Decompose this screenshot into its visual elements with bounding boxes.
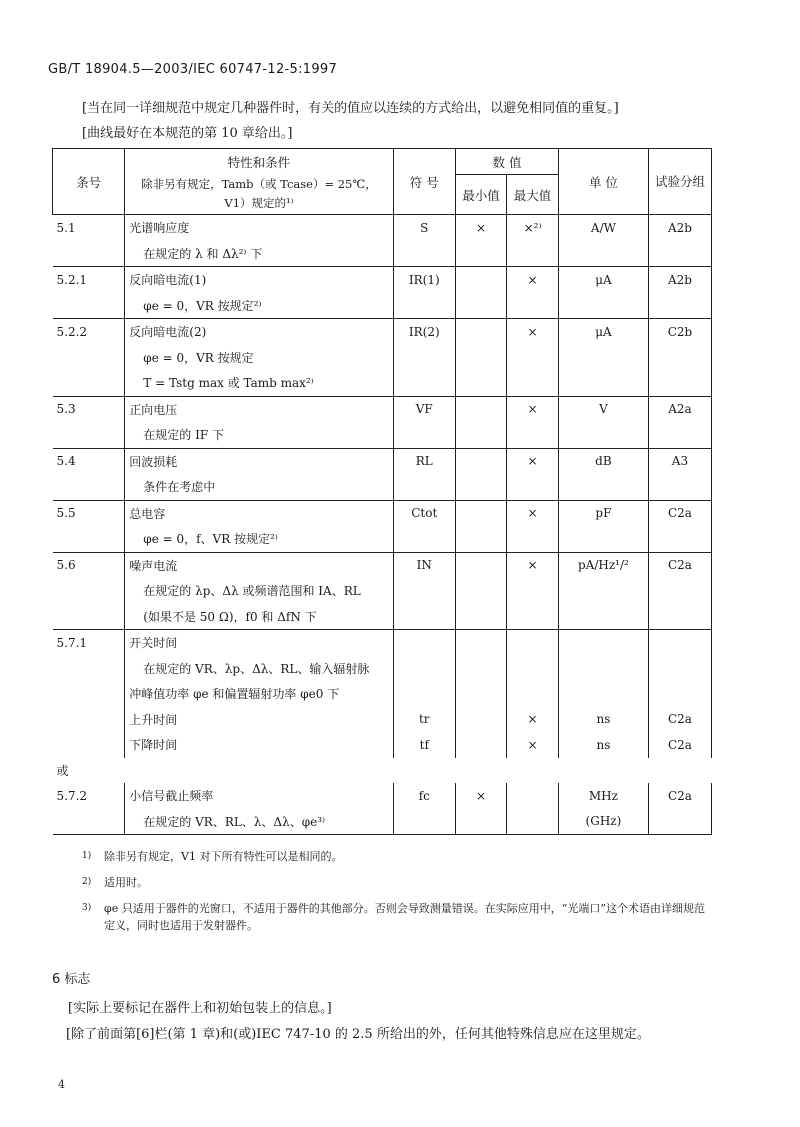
table-row	[53, 448, 712, 474]
cell-max: ×	[507, 267, 559, 293]
cell-max	[507, 241, 559, 267]
document-code: GB/T 18904.5—2003/IEC 60747-12-5:1997	[48, 62, 338, 77]
table-row	[53, 319, 712, 345]
header-char-line2: 除非另有规定，Tamb（或 Tcase）= 25℃，	[125, 175, 393, 193]
cell-min	[455, 732, 506, 758]
cell-characteristic: 冲峰值功率 φe 和偏置辐射功率 φe0 下	[125, 681, 393, 707]
cell-clause	[53, 707, 125, 733]
cell-min	[455, 500, 506, 526]
table-row	[53, 552, 712, 578]
table-body	[53, 215, 712, 835]
cell-clause: 5.2.2	[53, 319, 125, 345]
cell-clause: 5.6	[53, 552, 125, 578]
cell-unit	[558, 758, 648, 784]
footnote-mark: 2)	[82, 877, 92, 887]
cell-max: ×	[507, 319, 559, 345]
paragraph-2: [除了前面第[6]栏(第 1 章)和(或)IEC 747-10 的 2.5 所给出的外，任何其他特殊信息应在这里规定。	[66, 1027, 650, 1042]
cell-symbol	[393, 241, 455, 267]
cell-max	[507, 578, 559, 604]
cell-unit	[558, 293, 648, 319]
note-line-2: [曲线最好在本规范的第 10 章给出。]	[82, 126, 293, 141]
footnote-text: φe 只适用于器件的光窗口，不适用于器件的其他部分。否则会导致测量错误。在实际应用中，“光端口”这个术语由详细规范定义，同时也适用于发射器件。	[104, 902, 705, 932]
cell-max	[507, 758, 559, 784]
cell-unit	[558, 630, 648, 656]
table-row	[53, 758, 712, 784]
cell-unit	[558, 241, 648, 267]
cell-max: ×	[507, 707, 559, 733]
cell-symbol	[393, 370, 455, 396]
cell-min	[455, 656, 506, 682]
cell-characteristic: 在规定的 IF 下	[125, 422, 393, 448]
header-min: 最小值	[455, 175, 506, 215]
cell-min	[455, 552, 506, 578]
cell-min	[455, 345, 506, 371]
cell-characteristic: 在规定的 VR、λp、Δλ、RL、输入辐射脉	[125, 656, 393, 682]
cell-symbol: tf	[393, 732, 455, 758]
cell-max	[507, 474, 559, 500]
cell-unit	[558, 526, 648, 552]
header-char-line1: 特性和条件	[125, 149, 393, 175]
cell-characteristic: 反向暗电流(2)	[125, 319, 393, 345]
cell-characteristic: 在规定的 VR、RL、λ、Δλ、φe³⁾	[125, 809, 393, 835]
table-row	[53, 215, 712, 241]
cell-min	[455, 448, 506, 474]
cell-characteristic: 光谱响应度	[125, 215, 393, 241]
table-row	[53, 578, 712, 604]
table-row	[53, 267, 712, 293]
cell-clause	[53, 681, 125, 707]
header-char-line3: V1）规定的¹⁾	[125, 193, 393, 215]
cell-test-group	[648, 241, 711, 267]
cell-symbol	[393, 293, 455, 319]
cell-max: ×	[507, 448, 559, 474]
cell-test-group	[648, 809, 711, 835]
page-number: 4	[58, 1078, 65, 1091]
cell-symbol: Ctot	[393, 500, 455, 526]
cell-unit: dB	[558, 448, 648, 474]
table-row	[53, 809, 712, 835]
cell-max	[507, 604, 559, 630]
cell-unit: pA/Hz¹/²	[558, 552, 648, 578]
cell-max	[507, 370, 559, 396]
cell-clause	[53, 578, 125, 604]
cell-test-group	[648, 758, 711, 784]
cell-min	[455, 681, 506, 707]
cell-test-group: A2b	[648, 215, 711, 241]
table-row	[53, 293, 712, 319]
header-symbol: 符 号	[393, 149, 455, 215]
footnote-1	[82, 848, 712, 865]
cell-unit	[558, 604, 648, 630]
cell-test-group	[648, 681, 711, 707]
cell-min	[455, 630, 506, 656]
cell-test-group	[648, 604, 711, 630]
cell-symbol: RL	[393, 448, 455, 474]
cell-symbol	[393, 345, 455, 371]
cell-clause: 或	[56, 763, 69, 778]
cell-min	[455, 526, 506, 552]
cell-max	[507, 422, 559, 448]
table-row	[53, 707, 712, 733]
cell-test-group: A2a	[648, 396, 711, 422]
cell-unit: MHz	[558, 783, 648, 809]
cell-symbol	[393, 526, 455, 552]
cell-max	[507, 783, 559, 809]
cell-clause: 5.5	[53, 500, 125, 526]
cell-test-group	[648, 630, 711, 656]
table-row	[53, 783, 712, 809]
cell-max: ×	[507, 552, 559, 578]
cell-unit	[558, 345, 648, 371]
cell-symbol: S	[393, 215, 455, 241]
cell-clause	[53, 345, 125, 371]
cell-clause	[53, 526, 125, 552]
cell-characteristic: T = Tstg max 或 Tamb max²⁾	[125, 370, 393, 396]
cell-characteristic: 条件在考虑中	[125, 474, 393, 500]
cell-test-group: A2b	[648, 267, 711, 293]
cell-symbol: IN	[393, 552, 455, 578]
header-clause: 条号	[53, 149, 125, 215]
cell-min	[455, 422, 506, 448]
characteristics-table	[52, 148, 712, 835]
cell-min	[455, 809, 506, 835]
footnote-text: 适用时。	[104, 876, 148, 889]
cell-unit	[558, 422, 648, 448]
cell-symbol	[393, 604, 455, 630]
cell-characteristic: φe = 0，VR 按规定²⁾	[125, 293, 393, 319]
cell-min	[455, 396, 506, 422]
paragraph-1: [实际上要标记在器件上和初始包装上的信息。]	[68, 1001, 332, 1016]
table-row	[53, 474, 712, 500]
cell-symbol	[393, 656, 455, 682]
cell-characteristic: 正向电压	[125, 396, 393, 422]
cell-max: ×	[507, 500, 559, 526]
cell-characteristic: 小信号截止频率	[125, 783, 393, 809]
cell-characteristic: 在规定的 λ 和 Δλ²⁾ 下	[125, 241, 393, 267]
cell-characteristic: 噪声电流	[125, 552, 393, 578]
cell-test-group	[648, 370, 711, 396]
table-row	[53, 396, 712, 422]
cell-unit: A/W	[558, 215, 648, 241]
cell-clause	[53, 604, 125, 630]
cell-max	[507, 630, 559, 656]
cell-clause	[53, 422, 125, 448]
cell-min	[455, 370, 506, 396]
table-row	[53, 370, 712, 396]
cell-clause	[53, 656, 125, 682]
footnote-mark: 3)	[82, 903, 92, 913]
cell-unit: μA	[558, 267, 648, 293]
table-row	[53, 681, 712, 707]
cell-symbol: fc	[393, 783, 455, 809]
table-row	[53, 732, 712, 758]
table-row	[53, 630, 712, 656]
cell-min	[455, 267, 506, 293]
cell-characteristic: 开关时间	[125, 630, 393, 656]
table-row	[53, 604, 712, 630]
table-row	[53, 345, 712, 371]
cell-clause: 5.7.2	[56, 788, 88, 803]
cell-clause: 5.2.1	[53, 267, 125, 293]
cell-clause	[53, 732, 125, 758]
table-row	[53, 241, 712, 267]
cell-min	[455, 604, 506, 630]
cell-test-group	[648, 578, 711, 604]
cell-characteristic: 在规定的 λp、Δλ 或频谱范围和 IA、RL	[125, 578, 393, 604]
cell-test-group	[648, 656, 711, 682]
cell-symbol	[393, 578, 455, 604]
cell-clause: 5.1	[53, 215, 125, 241]
cell-unit: (GHz)	[558, 809, 648, 835]
cell-max: ×	[507, 732, 559, 758]
cell-test-group: A3	[648, 448, 711, 474]
footnote-mark: 1)	[82, 851, 92, 861]
header-max: 最大值	[507, 175, 559, 215]
cell-test-group	[648, 422, 711, 448]
cell-test-group	[648, 526, 711, 552]
footnote-2	[82, 874, 712, 891]
cell-test-group: C2a	[648, 552, 711, 578]
table-row	[53, 526, 712, 552]
cell-max	[507, 345, 559, 371]
cell-min: ×	[455, 783, 506, 809]
cell-min	[455, 474, 506, 500]
cell-symbol	[393, 681, 455, 707]
cell-unit: V	[558, 396, 648, 422]
header-value: 数 值	[455, 149, 558, 175]
cell-max	[507, 293, 559, 319]
cell-unit	[558, 656, 648, 682]
cell-symbol	[393, 809, 455, 835]
cell-min	[455, 241, 506, 267]
table-row	[53, 656, 712, 682]
cell-max	[507, 681, 559, 707]
footnote-text: 除非另有规定，V1 对下所有特性可以是相同的。	[104, 850, 343, 863]
cell-characteristic: 总电容	[125, 500, 393, 526]
cell-min	[455, 293, 506, 319]
cell-unit	[558, 474, 648, 500]
cell-max	[507, 809, 559, 835]
cell-test-group: C2a	[648, 500, 711, 526]
cell-symbol: IR(2)	[393, 319, 455, 345]
table-row	[53, 500, 712, 526]
cell-characteristic: (如果不是 50 Ω)，f0 和 ΔfN 下	[125, 604, 393, 630]
cell-characteristic: φe = 0，f、VR 按规定²⁾	[125, 526, 393, 552]
cell-test-group	[648, 293, 711, 319]
cell-clause: 5.4	[53, 448, 125, 474]
cell-clause	[53, 293, 125, 319]
cell-unit	[558, 681, 648, 707]
cell-min	[455, 758, 506, 784]
header-test-group: 试验分组	[648, 149, 711, 215]
cell-symbol	[393, 758, 455, 784]
cell-min	[455, 319, 506, 345]
cell-clause: 5.3	[53, 396, 125, 422]
cell-unit: μA	[558, 319, 648, 345]
cell-min	[455, 707, 506, 733]
footnotes	[82, 848, 712, 943]
cell-test-group	[648, 345, 711, 371]
cell-characteristic: φe = 0，VR 按规定	[125, 345, 393, 371]
cell-characteristic	[125, 758, 393, 784]
cell-unit: pF	[558, 500, 648, 526]
cell-max: ×	[507, 396, 559, 422]
cell-unit	[558, 370, 648, 396]
cell-characteristic: 上升时间	[125, 707, 393, 733]
note-line-1: [当在同一详细规范中规定几种器件时，有关的值应以连续的方式给出，以避免相同值的重复。]	[82, 101, 619, 116]
section-title: 6 标志	[52, 972, 91, 987]
cell-symbol: IR(1)	[393, 267, 455, 293]
cell-characteristic: 回波损耗	[125, 448, 393, 474]
cell-test-group: C2a	[648, 732, 711, 758]
cell-min: ×	[455, 215, 506, 241]
cell-min	[455, 578, 506, 604]
footnote-3	[82, 900, 712, 934]
table-row	[53, 422, 712, 448]
cell-symbol	[393, 422, 455, 448]
header-unit: 单 位	[558, 149, 648, 215]
cell-clause	[53, 241, 125, 267]
cell-characteristic: 反向暗电流(1)	[125, 267, 393, 293]
cell-symbol: tr	[393, 707, 455, 733]
cell-unit: ns	[558, 707, 648, 733]
cell-max	[507, 526, 559, 552]
cell-test-group: C2a	[648, 707, 711, 733]
cell-symbol: VF	[393, 396, 455, 422]
cell-test-group: C2a	[648, 783, 711, 809]
cell-clause	[53, 370, 125, 396]
cell-max: ×²⁾	[507, 215, 559, 241]
cell-clause	[53, 809, 125, 835]
cell-max	[507, 656, 559, 682]
cell-unit: ns	[558, 732, 648, 758]
cell-clause	[53, 474, 125, 500]
cell-symbol	[393, 474, 455, 500]
cell-clause: 5.7.1	[53, 630, 125, 656]
cell-symbol	[393, 630, 455, 656]
cell-unit	[558, 578, 648, 604]
cell-characteristic: 下降时间	[125, 732, 393, 758]
cell-test-group: C2b	[648, 319, 711, 345]
cell-test-group	[648, 474, 711, 500]
